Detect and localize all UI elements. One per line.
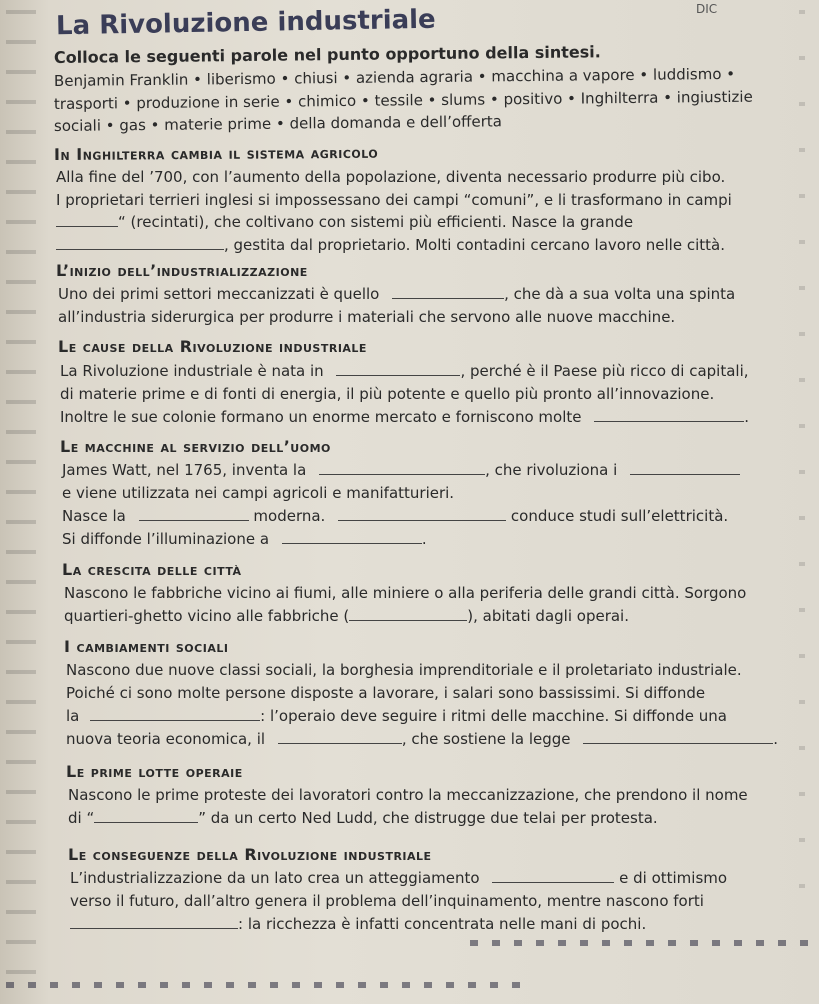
answer-blank[interactable] xyxy=(594,409,744,422)
text-line: Nasce la xyxy=(62,507,126,525)
text-line: all’industria siderurgica per produrre i materiali che servono alle nuove macchine. xyxy=(58,308,676,326)
answer-blank[interactable] xyxy=(583,731,773,744)
text-line: moderna. xyxy=(253,507,326,525)
section-heading: La crescita delle città xyxy=(62,560,242,579)
text-line: Nascono due nuove classi sociali, la borghesia imprenditoriale e il proletariato industriale. xyxy=(66,661,742,679)
text-line: La Rivoluzione industriale è nata in xyxy=(60,362,324,380)
text-line: “ (recintati), che coltivano con sistemi più efficienti. Nasce la grande xyxy=(118,213,634,231)
answer-blank[interactable] xyxy=(338,508,506,521)
word-bank-line: Benjamin Franklin • liberismo • chiusi • azienda agraria • macchina a vapore • luddismo • xyxy=(53,64,736,90)
answer-blank[interactable] xyxy=(139,508,249,521)
page-marker: DIC xyxy=(696,2,718,16)
text-line: , perché è il Paese più ricco di capitali, xyxy=(460,362,749,380)
answer-blank[interactable] xyxy=(630,462,740,475)
text-line: . xyxy=(421,530,427,548)
answer-blank[interactable] xyxy=(349,608,467,621)
page-edge-marks xyxy=(470,940,810,946)
text-line: Nascono le fabbriche vicino ai fiumi, alle miniere o alla periferia delle grandi città. Sorgono xyxy=(64,584,747,602)
text-line: I proprietari terrieri inglesi si impossessano dei campi “comuni”, e li trasformano in campi xyxy=(56,191,732,209)
text-line: di “ xyxy=(68,809,95,827)
text-line: Si diffonde l’illuminazione a xyxy=(62,530,270,548)
section-heading: Le cause della Rivoluzione industriale xyxy=(58,337,367,356)
answer-blank[interactable] xyxy=(319,462,485,475)
answer-blank[interactable] xyxy=(278,731,402,744)
text-line: verso il futuro, dall’altro genera il problema dell’inquinamento, mentre nascono forti xyxy=(70,892,704,910)
text-line: James Watt, nel 1765, inventa la xyxy=(62,461,307,479)
answer-blank[interactable] xyxy=(94,810,198,823)
text-line: conduce studi sull’elettricità. xyxy=(510,507,729,525)
section-heading: Le macchine al servizio dell’uomo xyxy=(60,437,331,456)
section-heading: Le conseguenze della Rivoluzione industriale xyxy=(68,845,432,864)
text-line: , che sostiene la legge xyxy=(401,730,571,748)
answer-blank[interactable] xyxy=(70,916,238,929)
word-bank-line: sociali • gas • materie prime • della domanda e dell’offerta xyxy=(53,112,502,135)
text-line: e viene utilizzata nei campi agricoli e manifatturieri. xyxy=(62,484,455,502)
text-line: quartieri-ghetto vicino alle fabbriche ( xyxy=(64,607,350,625)
text-line: di materie prime e di fonti di energia, il più potente e quello più pronto all’innovazione. xyxy=(60,385,715,403)
left-margin-marks xyxy=(6,10,36,990)
text-line: , che dà a sua volta una spinta xyxy=(504,285,736,303)
text-line: . xyxy=(744,408,750,426)
text-line: Poiché ci sono molte persone disposte a lavorare, i salari sono bassissimi. Si diffonde xyxy=(66,684,706,702)
word-bank-line: trasporti • produzione in serie • chimico • tessile • slums • positivo • Inghilterra • ingiustizie xyxy=(53,87,753,113)
right-margin-marks xyxy=(799,10,805,930)
page-edge-marks xyxy=(6,982,526,988)
answer-blank[interactable] xyxy=(56,237,224,250)
section-heading: In Inghilterra cambia il sistema agricolo xyxy=(53,142,379,164)
answer-blank[interactable] xyxy=(492,870,614,883)
text-line: Nascono le prime proteste dei lavoratori contro la meccanizzazione, che prendono il nome xyxy=(68,786,748,804)
answer-blank[interactable] xyxy=(392,286,504,299)
section-heading: L’inizio dell’industrializzazione xyxy=(56,261,308,280)
text-line: Inoltre le sue colonie formano un enorme mercato e forniscono molte xyxy=(60,408,582,426)
text-line: . xyxy=(773,730,779,748)
answer-blank[interactable] xyxy=(56,214,118,227)
text-line: L’industrializzazione da un lato crea un atteggiamento xyxy=(70,869,480,887)
text-line: : l’operaio deve seguire i ritmi delle macchine. Si diffonde una xyxy=(260,707,727,725)
text-line: : la ricchezza è infatti concentrata nelle mani di pochi. xyxy=(238,915,647,933)
text-line: ), abitati dagli operai. xyxy=(467,607,629,625)
text-line: ” da un certo Ned Ludd, che distrugge due telai per protesta. xyxy=(198,809,658,827)
text-line: , che rivoluziona i xyxy=(485,461,618,479)
section-heading: I cambiamenti sociali xyxy=(64,637,229,656)
text-line: , gestita dal proprietario. Molti contadini cercano lavoro nelle città. xyxy=(224,236,725,254)
text-line: nuova teoria economica, il xyxy=(66,730,266,748)
answer-blank[interactable] xyxy=(336,363,460,376)
text-line: Alla fine del ’700, con l’aumento della popolazione, diventa necessario produrre più cibo. xyxy=(56,168,726,186)
instruction: Colloca le seguenti parole nel punto opportuno della sintesi. xyxy=(53,42,601,67)
page-title: La Rivoluzione industriale xyxy=(55,4,436,42)
text-line: Uno dei primi settori meccanizzati è quello xyxy=(58,285,380,303)
answer-blank[interactable] xyxy=(282,531,422,544)
answer-blank[interactable] xyxy=(90,708,260,721)
text-line: e di ottimismo xyxy=(619,869,728,887)
text-line: la xyxy=(66,707,80,725)
section-heading: Le prime lotte operaie xyxy=(66,762,243,781)
